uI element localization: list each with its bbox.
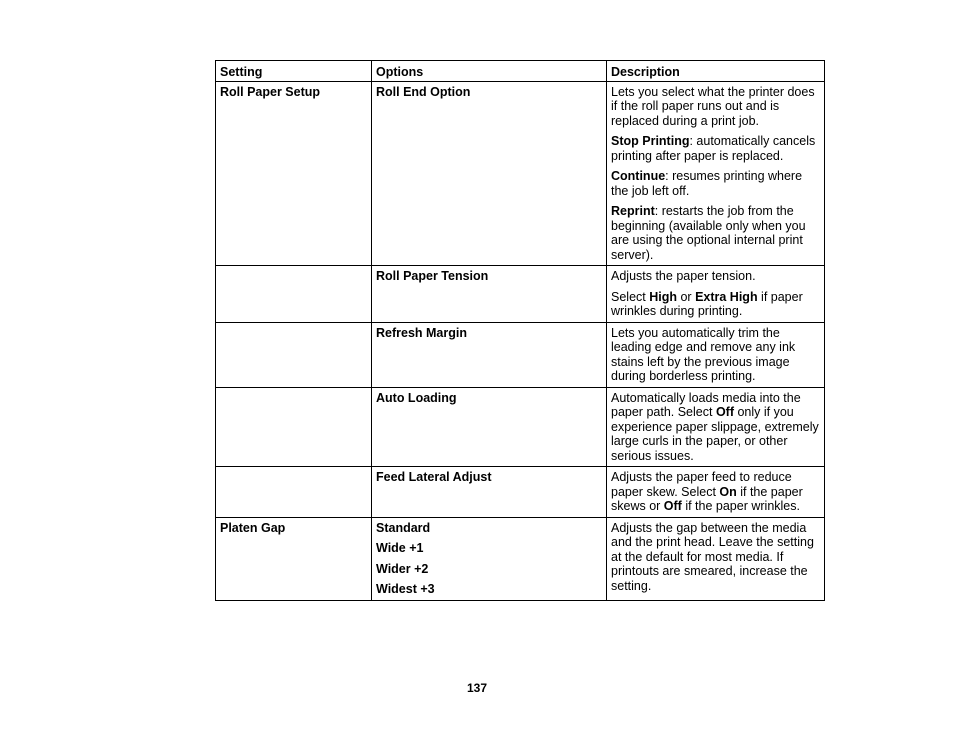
option-refresh-margin: Refresh Margin bbox=[372, 322, 607, 387]
setting-empty-cell bbox=[216, 467, 372, 518]
description-text: Lets you automatically trim the leading edge and remove any ink stains left by the previous image during borderless printing. bbox=[611, 325, 796, 383]
header-options: Options bbox=[372, 61, 607, 82]
description-text: Adjusts the paper tension. bbox=[611, 269, 756, 283]
setting-empty-cell bbox=[216, 387, 372, 467]
description-roll-paper-tension bbox=[607, 266, 825, 323]
table-row bbox=[216, 266, 825, 323]
table-row bbox=[216, 467, 825, 518]
term-off: Off bbox=[663, 499, 682, 513]
option-wide-1: Wide +1 bbox=[376, 541, 424, 555]
description-roll-end-option bbox=[607, 81, 825, 266]
description-text bbox=[611, 470, 820, 514]
text-run: Select bbox=[611, 289, 650, 304]
description-text bbox=[611, 204, 820, 262]
table-row bbox=[216, 322, 825, 387]
description-auto-loading bbox=[607, 387, 825, 467]
text-run: only if you experience paper slippage, extremely large curls in the paper, or other serious issues. bbox=[611, 405, 819, 463]
description-feed-lateral-adjust bbox=[607, 467, 825, 518]
option-roll-end-option: Roll End Option bbox=[372, 81, 607, 266]
option-roll-paper-tension: Roll Paper Tension bbox=[372, 266, 607, 323]
text-run: Automatically loads media into the paper path. Select bbox=[611, 390, 801, 419]
description-text bbox=[611, 290, 820, 319]
description-text: Adjusts the gap between the media and the print head. Leave the setting at the default for most media. If printouts are smeared, increase the setting. bbox=[611, 520, 814, 593]
text-run: if paper wrinkles during printing. bbox=[611, 289, 803, 318]
description-text bbox=[611, 134, 820, 163]
setting-empty-cell bbox=[216, 266, 372, 323]
text-run: or bbox=[677, 289, 696, 304]
text-run: if the paper wrinkles. bbox=[681, 499, 800, 513]
header-setting: Setting bbox=[216, 61, 372, 82]
setting-platen-gap: Platen Gap bbox=[216, 517, 372, 600]
term-extra-high: Extra High bbox=[695, 289, 758, 304]
table-row bbox=[216, 387, 825, 467]
table-row bbox=[216, 517, 825, 600]
term-continue: Continue bbox=[611, 169, 666, 183]
text-run: Adjusts the paper feed to reduce paper skew. Select bbox=[611, 470, 792, 499]
page-number: 137 bbox=[466, 681, 488, 695]
option-wider-2: Wider +2 bbox=[376, 561, 429, 576]
text-run: if the paper skews or bbox=[611, 484, 803, 513]
term-off: Off bbox=[715, 405, 734, 419]
setting-roll-paper-setup: Roll Paper Setup bbox=[216, 81, 372, 266]
description-platen-gap bbox=[607, 517, 825, 600]
description-refresh-margin bbox=[607, 322, 825, 387]
term-high: High bbox=[649, 289, 677, 304]
header-row bbox=[216, 61, 825, 82]
setting-empty-cell bbox=[216, 322, 372, 387]
term-definition: : resumes printing where the job left off. bbox=[611, 169, 803, 198]
option-feed-lateral-adjust: Feed Lateral Adjust bbox=[372, 467, 607, 518]
description-text bbox=[611, 169, 820, 198]
table-row bbox=[216, 81, 825, 266]
option-auto-loading: Auto Loading bbox=[372, 387, 607, 467]
term-definition: : restarts the job from the beginning (available only when you are using the optional internal print server). bbox=[611, 204, 806, 262]
description-text: Lets you select what the printer does if the roll paper runs out and is replaced during a print job. bbox=[611, 84, 815, 128]
options-platen-gap bbox=[372, 517, 607, 600]
header-description: Description bbox=[607, 61, 825, 82]
option-standard: Standard bbox=[376, 520, 431, 535]
settings-table bbox=[215, 60, 825, 601]
term-reprint: Reprint bbox=[611, 204, 655, 218]
term-definition: : automatically cancels printing after paper is replaced. bbox=[611, 134, 816, 163]
option-widest-3: Widest +3 bbox=[376, 582, 435, 596]
description-text bbox=[611, 391, 820, 464]
term-on: On bbox=[719, 484, 737, 499]
term-stop-printing: Stop Printing bbox=[611, 134, 690, 148]
